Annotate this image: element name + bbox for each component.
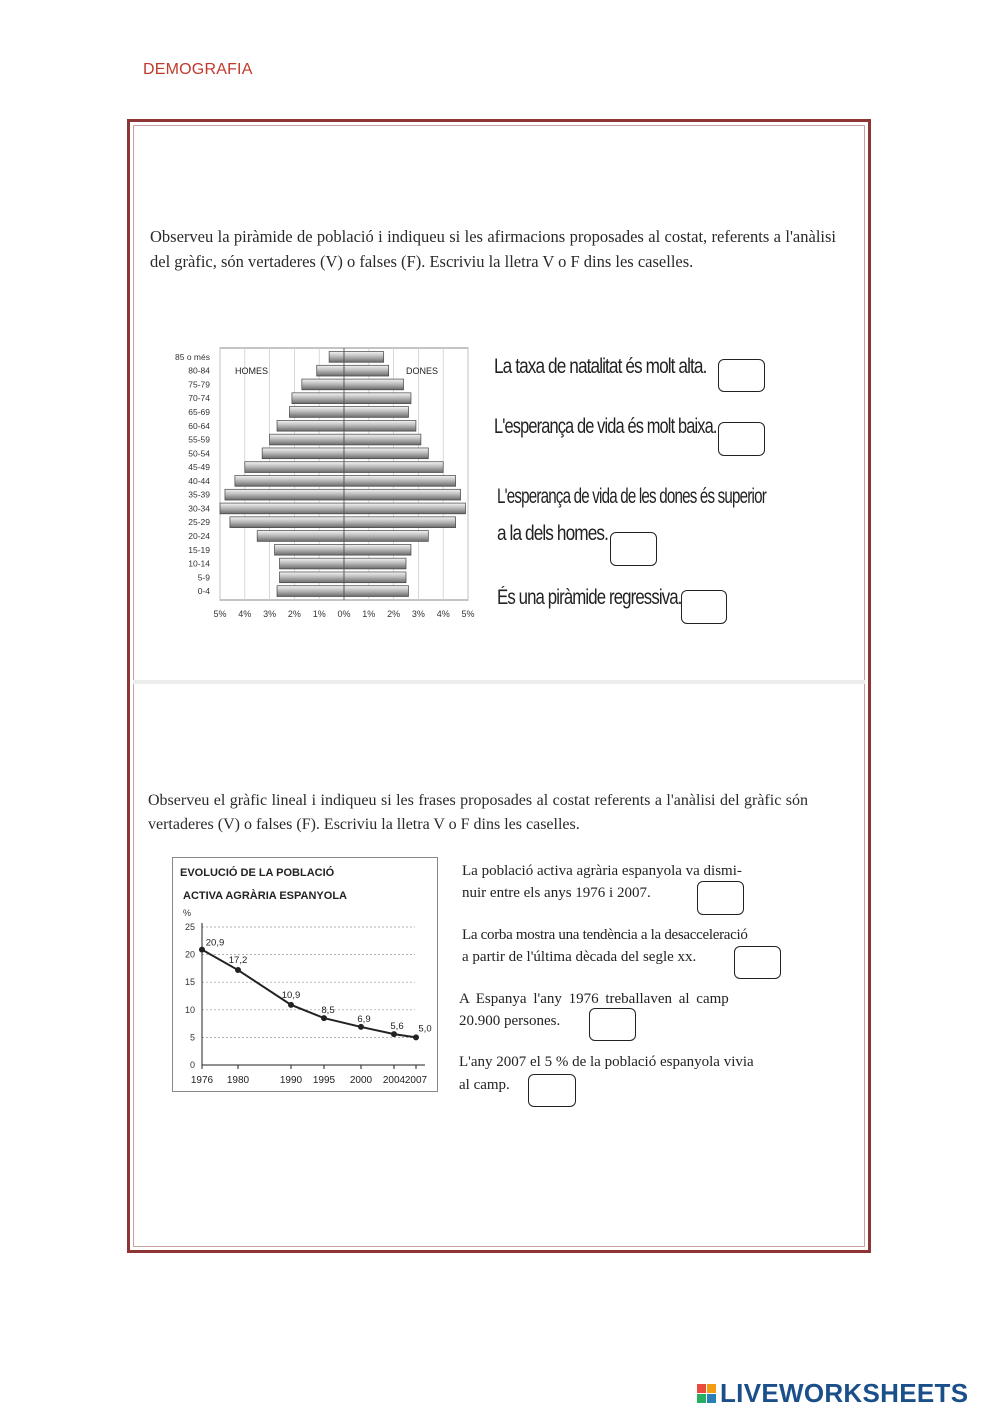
bar-men bbox=[289, 407, 344, 418]
age-tick-label: 75-79 bbox=[188, 379, 210, 390]
line-chart-ylabel: % bbox=[183, 908, 192, 918]
percent-tick-label: 0% bbox=[337, 609, 351, 619]
statement-2-2a: La corba mostra una tendència a la desacceleració bbox=[462, 927, 748, 943]
age-tick-label: 65-69 bbox=[188, 407, 210, 417]
answer-box-2-3[interactable] bbox=[589, 1008, 636, 1041]
bar-men bbox=[280, 572, 344, 583]
data-label: 5,0 bbox=[418, 1023, 432, 1035]
answer-box-2-1[interactable] bbox=[697, 881, 744, 915]
age-tick-label: 30-34 bbox=[188, 503, 210, 514]
bar-men bbox=[277, 586, 344, 597]
bar-men bbox=[220, 503, 344, 514]
bar-men bbox=[230, 517, 344, 528]
line-chart-subtitle: ACTIVA AGRÀRIA ESPANYOLA bbox=[183, 890, 347, 902]
bar-women bbox=[344, 448, 428, 459]
bar-men bbox=[277, 420, 344, 431]
statement-2-4b: al camp. bbox=[459, 1077, 510, 1093]
bar-women bbox=[344, 517, 456, 528]
statement-1-3a: L'esperança de vida de les dones és superior bbox=[497, 485, 766, 508]
bar-women bbox=[344, 420, 416, 431]
x-tick-label: 2004 bbox=[382, 1075, 406, 1086]
percent-tick-label: 3% bbox=[411, 609, 425, 619]
age-tick-label: 15-19 bbox=[188, 544, 210, 555]
data-point bbox=[288, 1002, 294, 1008]
bar-men bbox=[302, 379, 344, 390]
answer-box-1-4[interactable] bbox=[681, 590, 727, 624]
data-point bbox=[199, 947, 205, 953]
bar-men bbox=[225, 489, 344, 500]
bar-men bbox=[245, 462, 344, 473]
age-tick-label: 55-59 bbox=[188, 434, 210, 445]
age-tick-label: 40-44 bbox=[188, 475, 210, 486]
data-label: 10,9 bbox=[281, 989, 301, 1001]
bar-women bbox=[344, 462, 443, 473]
bar-women bbox=[344, 393, 411, 404]
age-tick-label: 0-4 bbox=[197, 586, 210, 597]
x-tick-label: 2007 bbox=[404, 1075, 428, 1086]
bar-women bbox=[344, 407, 408, 418]
age-tick-label: 50-54 bbox=[188, 448, 210, 459]
bar-women bbox=[344, 379, 404, 390]
age-tick-label: 85 o més bbox=[175, 351, 210, 362]
bar-women bbox=[344, 489, 461, 500]
brand-grid-icon bbox=[697, 1384, 716, 1403]
percent-tick-label: 1% bbox=[362, 609, 376, 619]
bar-women bbox=[344, 572, 406, 583]
percent-tick-label: 2% bbox=[387, 609, 401, 619]
data-point bbox=[235, 967, 241, 973]
x-tick-label: 1980 bbox=[226, 1075, 250, 1086]
data-label: 17,2 bbox=[228, 955, 248, 967]
x-tick-label: 1990 bbox=[279, 1075, 303, 1086]
line-chart-title: EVOLUCIÓ DE LA POBLACIÓ bbox=[180, 867, 335, 879]
agrarian-population-line-chart bbox=[172, 857, 440, 1094]
x-tick-label: 1976 bbox=[190, 1075, 214, 1086]
bar-women bbox=[344, 476, 456, 487]
statement-1-4: És una piràmide regressiva. bbox=[497, 586, 682, 609]
percent-tick-label: 2% bbox=[287, 609, 301, 619]
data-point bbox=[413, 1034, 419, 1040]
bar-men bbox=[280, 558, 344, 569]
statement-2-1a: La població activa agrària espanyola va dismi- bbox=[462, 863, 742, 879]
age-tick-label: 10-14 bbox=[188, 558, 210, 569]
statement-1-2: L'esperança de vida és molt baixa. bbox=[494, 415, 717, 438]
bar-men bbox=[317, 365, 344, 376]
x-tick-label: 2000 bbox=[349, 1075, 373, 1086]
statement-2-4a: L'any 2007 el 5 % de la població espanyola vivia bbox=[459, 1054, 754, 1070]
legend-men-label: HOMES bbox=[235, 366, 269, 376]
data-label: 20,9 bbox=[205, 937, 225, 949]
population-pyramid bbox=[160, 343, 490, 628]
statement-2-2b: a partir de l'última dècada del segle xx. bbox=[462, 949, 697, 965]
percent-tick-label: 5% bbox=[213, 609, 227, 619]
y-tick-label: 15 bbox=[184, 977, 195, 988]
age-tick-label: 25-29 bbox=[188, 517, 210, 528]
statement-1-1: La taxa de natalitat és molt alta. bbox=[494, 355, 707, 378]
bar-men bbox=[270, 434, 344, 445]
bar-men bbox=[257, 531, 344, 542]
answer-box-1-2[interactable] bbox=[718, 422, 765, 456]
data-label: 8,5 bbox=[321, 1005, 335, 1017]
percent-tick-label: 3% bbox=[263, 609, 277, 619]
section-divider bbox=[133, 680, 865, 684]
bar-men bbox=[262, 448, 344, 459]
percent-tick-label: 1% bbox=[312, 609, 326, 619]
statement-2-3b: 20.900 persones. bbox=[459, 1013, 561, 1029]
age-tick-label: 70-74 bbox=[188, 393, 210, 404]
age-tick-label: 45-49 bbox=[188, 462, 210, 473]
data-label: 5,6 bbox=[390, 1021, 404, 1033]
legend-women-label: DONES bbox=[406, 366, 439, 376]
y-tick-label: 0 bbox=[189, 1060, 195, 1070]
answer-box-2-2[interactable] bbox=[734, 946, 781, 979]
percent-tick-label: 4% bbox=[436, 609, 450, 619]
x-tick-label: 1995 bbox=[312, 1075, 336, 1086]
bar-men bbox=[292, 393, 344, 404]
bar-women bbox=[344, 503, 466, 514]
age-tick-label: 5-9 bbox=[197, 572, 210, 583]
instruction-1: Observeu la piràmide de població i indiqueu si les afirmacions proposades al costat, referents a l'anàlisi del gràfic, són vertaderes (V) o falses (F). Escriviu la lletra V o F dins les caselles. bbox=[150, 227, 836, 271]
answer-box-1-3[interactable] bbox=[610, 532, 657, 566]
bar-men bbox=[235, 476, 344, 487]
bar-women bbox=[344, 531, 428, 542]
y-tick-label: 25 bbox=[184, 922, 195, 932]
age-tick-label: 80-84 bbox=[188, 365, 210, 376]
data-label: 6,9 bbox=[357, 1013, 371, 1025]
answer-box-2-4[interactable] bbox=[528, 1074, 576, 1107]
instruction-2: Observeu el gràfic lineal i indiqueu si les frases proposades al costat referents a l'anàlisi del gràfic són vertaderes (V) o falses (F). Escriviu la lletra V o F dins les caselles. bbox=[148, 792, 808, 833]
age-tick-label: 35-39 bbox=[188, 489, 210, 500]
bar-women bbox=[344, 544, 411, 555]
age-tick-label: 20-24 bbox=[188, 531, 210, 541]
bar-men bbox=[275, 544, 344, 555]
percent-tick-label: 4% bbox=[238, 609, 252, 619]
bar-women bbox=[344, 434, 421, 445]
bar-women bbox=[344, 352, 384, 363]
statement-2-3a: A Espanya l'any 1976 treballaven al camp bbox=[459, 991, 729, 1007]
percent-tick-label: 5% bbox=[461, 609, 475, 619]
age-tick-label: 60-64 bbox=[188, 420, 210, 431]
brand-logo bbox=[697, 1378, 968, 1408]
statement-2-1b: nuir entre els anys 1976 i 2007. bbox=[462, 885, 651, 901]
statement-1-3b: a la dels homes. bbox=[497, 522, 608, 545]
bar-women bbox=[344, 365, 389, 376]
y-tick-label: 20 bbox=[184, 949, 195, 960]
bar-women bbox=[344, 586, 408, 597]
page-heading: DEMOGRAFIA bbox=[143, 61, 253, 78]
bar-women bbox=[344, 558, 406, 569]
brand-name: LIVEWORKSHEETS bbox=[720, 1377, 969, 1408]
y-tick-label: 5 bbox=[189, 1032, 195, 1043]
bar-men bbox=[329, 352, 344, 363]
y-tick-label: 10 bbox=[184, 1004, 195, 1015]
answer-box-1-1[interactable] bbox=[718, 359, 765, 392]
